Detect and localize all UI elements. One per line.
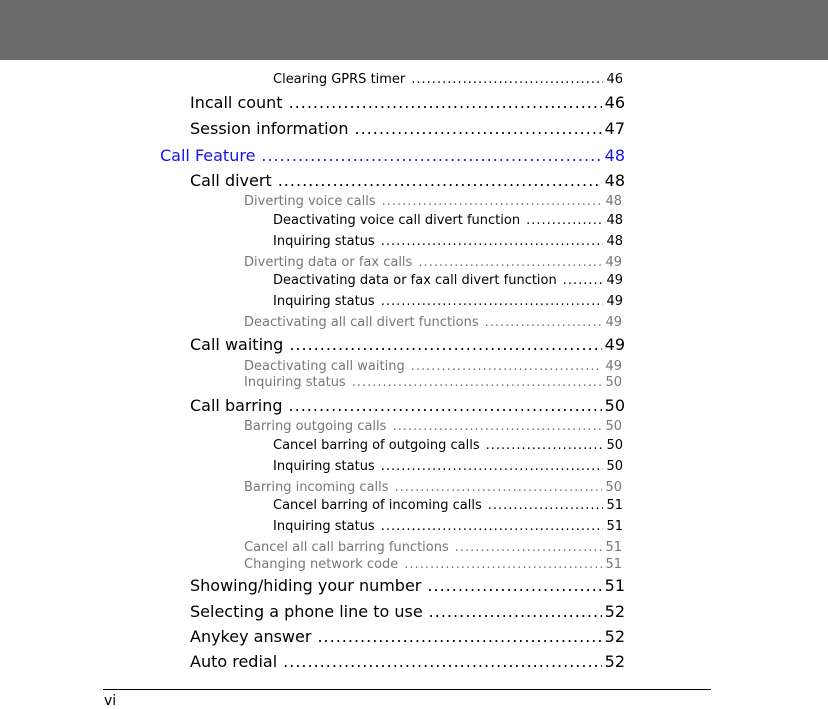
toc-leader-dots xyxy=(352,375,603,390)
toc-leader-dots xyxy=(289,93,602,112)
toc-entry-title: Call waiting xyxy=(190,335,284,354)
toc-leader-dots xyxy=(382,194,603,209)
toc-entry[interactable] xyxy=(244,375,622,390)
toc-entry-page: 46 xyxy=(604,93,625,112)
toc-entry-title: Incall count xyxy=(190,93,283,112)
toc-leader-dots xyxy=(455,540,603,555)
footer-page-number: vi xyxy=(104,693,117,709)
toc-entry-page: 51 xyxy=(606,519,623,534)
toc-section-entry[interactable] xyxy=(160,146,625,165)
toc-entry-title: Inquiring status xyxy=(244,375,346,390)
toc-entry-title: Cancel barring of outgoing calls xyxy=(273,438,480,453)
toc-entry-page: 50 xyxy=(606,438,623,453)
toc-entry-page: 46 xyxy=(606,72,623,87)
toc-entry[interactable] xyxy=(190,171,625,190)
toc-entry-page: 51 xyxy=(605,557,622,572)
toc-entry-title: Diverting data or fax calls xyxy=(244,255,413,270)
toc-entry-title: Changing network code xyxy=(244,557,399,572)
toc-entry-page: 52 xyxy=(604,652,625,671)
toc-entry-title: Diverting voice calls xyxy=(244,194,376,209)
toc-entry-title: Call barring xyxy=(190,396,283,415)
toc-entry-title: Cancel barring of incoming calls xyxy=(273,498,482,513)
toc-entry-page: 52 xyxy=(604,602,625,621)
toc-entry-page: 50 xyxy=(606,459,623,474)
toc-entry-page: 50 xyxy=(605,480,622,495)
toc-leader-dots xyxy=(278,171,602,190)
header-bar xyxy=(0,0,828,60)
toc-entry-title: Showing/hiding your number xyxy=(190,576,422,595)
toc-entry-title: Inquiring status xyxy=(273,294,375,309)
toc-entry-page: 50 xyxy=(605,375,622,390)
toc-entry-page: 49 xyxy=(605,255,622,270)
toc-entry[interactable] xyxy=(244,359,622,374)
toc-entry[interactable] xyxy=(244,194,622,209)
toc-leader-dots xyxy=(486,438,604,453)
toc-leader-dots xyxy=(289,335,601,354)
toc-entry[interactable] xyxy=(190,627,625,646)
toc-leader-dots xyxy=(381,459,604,474)
toc-entry[interactable] xyxy=(273,519,623,534)
toc-leader-dots xyxy=(392,419,602,434)
toc-entry[interactable] xyxy=(244,255,622,270)
toc-entry[interactable] xyxy=(244,540,622,555)
toc-leader-dots xyxy=(261,146,601,165)
toc-entry-title: Cancel all call barring functions xyxy=(244,540,449,555)
toc-entry[interactable] xyxy=(190,602,625,621)
toc-entry[interactable] xyxy=(273,213,623,228)
toc-entry-title: Deactivating voice call divert function xyxy=(273,213,521,228)
toc-entry-title: Deactivating all call divert functions xyxy=(244,315,479,330)
toc-entry-page: 48 xyxy=(606,213,623,228)
toc-entry-page: 49 xyxy=(604,335,625,354)
toc-entry-title: Call divert xyxy=(190,171,272,190)
toc-entry[interactable] xyxy=(273,273,623,288)
toc-entry[interactable] xyxy=(244,557,622,572)
toc-entry-page: 48 xyxy=(604,171,625,190)
toc-leader-dots xyxy=(404,557,602,572)
toc-entry-title: Inquiring status xyxy=(273,234,375,249)
toc-entry-page: 49 xyxy=(606,273,623,288)
toc-entry-title: Auto redial xyxy=(190,652,278,671)
toc-entry[interactable] xyxy=(273,72,623,87)
toc-leader-dots xyxy=(289,396,602,415)
toc-entry-page: 49 xyxy=(606,294,623,309)
toc-leader-dots xyxy=(381,519,604,534)
toc-entry-title: Selecting a phone line to use xyxy=(190,602,423,621)
toc-leader-dots xyxy=(354,119,601,138)
toc-leader-dots xyxy=(427,576,601,595)
toc-leader-dots xyxy=(317,627,601,646)
toc-entry[interactable] xyxy=(244,480,622,495)
toc-entry[interactable] xyxy=(190,576,625,595)
toc-entry-title: Anykey answer xyxy=(190,627,312,646)
toc-entry[interactable] xyxy=(190,652,625,671)
toc-entry-title: Deactivating data or fax call divert function xyxy=(273,273,557,288)
toc-leader-dots xyxy=(563,273,604,288)
toc-entry[interactable] xyxy=(190,335,625,354)
toc-leader-dots xyxy=(283,652,601,671)
toc-entry-title: Clearing GPRS timer xyxy=(273,72,406,87)
toc-entry[interactable] xyxy=(273,498,623,513)
toc-entry-title: Call Feature xyxy=(160,146,256,165)
toc-entry[interactable] xyxy=(244,315,622,330)
toc-entry-title: Deactivating call waiting xyxy=(244,359,405,374)
toc-leader-dots xyxy=(526,213,603,228)
toc-entry-title: Session information xyxy=(190,119,349,138)
toc-leader-dots xyxy=(429,602,602,621)
toc-leader-dots xyxy=(488,498,604,513)
toc-entry-page: 51 xyxy=(604,576,625,595)
footer-divider xyxy=(103,689,711,690)
toc-leader-dots xyxy=(411,359,603,374)
toc-entry-page: 49 xyxy=(605,359,622,374)
toc-entry-page: 47 xyxy=(604,119,625,138)
toc-entry-page: 51 xyxy=(605,540,622,555)
toc-leader-dots xyxy=(395,480,603,495)
toc-entry[interactable] xyxy=(273,459,623,474)
toc-entry-page: 50 xyxy=(605,419,622,434)
toc-entry[interactable] xyxy=(273,294,623,309)
toc-entry-page: 48 xyxy=(606,234,623,249)
toc-entry-page: 51 xyxy=(606,498,623,513)
toc-leader-dots xyxy=(418,255,602,270)
toc-leader-dots xyxy=(485,315,603,330)
toc-leader-dots xyxy=(381,294,604,309)
toc-entry-page: 48 xyxy=(604,146,625,165)
toc-entry[interactable] xyxy=(244,419,622,434)
toc-leader-dots xyxy=(411,72,603,87)
toc-entry-title: Inquiring status xyxy=(273,459,375,474)
toc-entry[interactable] xyxy=(273,438,623,453)
toc-entry[interactable] xyxy=(190,119,625,138)
toc-entry-title: Barring outgoing calls xyxy=(244,419,387,434)
toc-entry-page: 49 xyxy=(605,315,622,330)
toc-entry[interactable] xyxy=(273,234,623,249)
toc-entry-page: 52 xyxy=(604,627,625,646)
toc-entry[interactable] xyxy=(190,396,625,415)
toc-entry-page: 50 xyxy=(604,396,625,415)
toc-entry-page: 48 xyxy=(605,194,622,209)
toc-entry[interactable] xyxy=(190,93,625,112)
toc-entry-title: Barring incoming calls xyxy=(244,480,389,495)
toc-entry-title: Inquiring status xyxy=(273,519,375,534)
toc-leader-dots xyxy=(381,234,604,249)
